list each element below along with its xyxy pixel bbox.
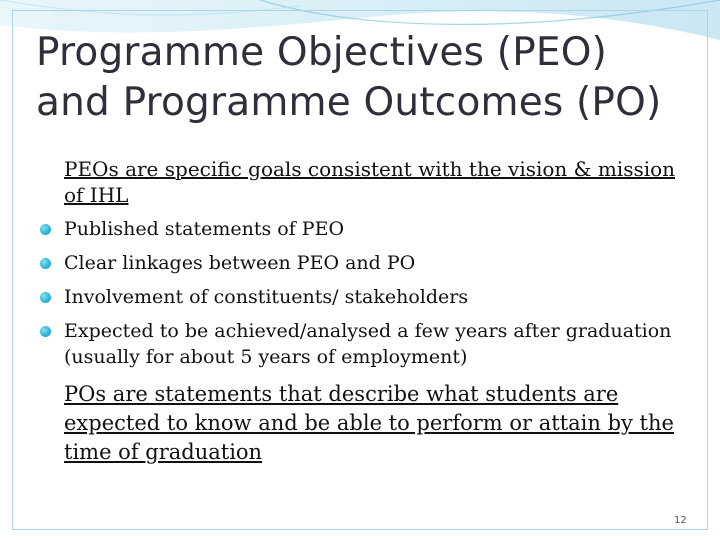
bullet-text: Expected to be achieved/analysed a few years after graduation (usually for about 5 years of employment)	[64, 320, 672, 368]
bullet-item	[40, 250, 680, 276]
bullet-dot-icon	[40, 326, 51, 337]
bullet-item	[40, 318, 680, 370]
title-line-2: and Programme Outcomes (PO)	[36, 80, 662, 125]
bullet-dot-icon	[40, 292, 51, 303]
bullet-text: Published statements of PEO	[64, 218, 345, 240]
slide-title	[36, 28, 706, 128]
intro-paragraph	[40, 156, 680, 208]
bullet-dot-icon	[40, 224, 51, 235]
closing-text: POs are statements that describe what students are expected to know and be able to perform or attain by the time of graduation	[64, 382, 674, 464]
page-number: 12	[674, 515, 687, 526]
bullet-item	[40, 284, 680, 310]
title-line-1: Programme Objectives (PEO)	[36, 30, 608, 75]
bullet-text: Involvement of constituents/ stakeholders	[64, 286, 469, 308]
intro-text: PEOs are specific goals consistent with the vision & mission of IHL	[64, 157, 676, 207]
bullet-text: Clear linkages between PEO and PO	[64, 252, 416, 274]
slide-body	[40, 156, 680, 467]
bullet-dot-icon	[40, 258, 51, 269]
bullet-list	[40, 216, 680, 370]
closing-paragraph	[40, 380, 680, 467]
bullet-item	[40, 216, 680, 242]
